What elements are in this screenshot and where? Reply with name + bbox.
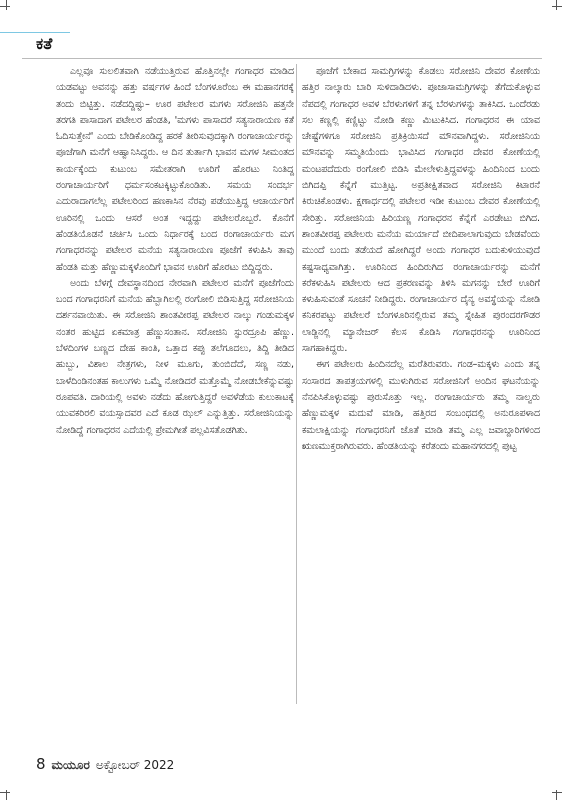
article-paragraph: ಎಲ್ಲವೂ ಸುಲಲಿತವಾಗಿ ನಡೆಯುತ್ತಿರುವ ಹೊತ್ತಿನಲ್ಲೇ ಗಂಗಾಧರ ಮಾಡಿದ ಯಡವಟ್ಟು ಅವನನ್ನು ಹತ್ತು ವರ್ಷಗಳ ಹಿಂದೆ ಬೆಂಗಳೂರೆಂಬ ಈ ಮಹಾನಗರಕ್ಕೆ ತಂದು ಬಿಟ್ಟಿತ್ತು. ನಡೆದದ್ದಿಷ್ಟು– ಊರ ಪಟೇಲರ ಮಗಳು ಸರೋಜಿನಿ ಹತ್ತನೇ ತರಗತಿ ಪಾಸಾದಾಗ ಪಟೇಲರ ಹೆಂಡತಿ, 'ಮಗಳು ಪಾಸಾದರೆ ಸತ್ಯನಾರಾಯಣ ಕತೆ ಓದಿಸುತ್ತೇನೆ' ಎಂದು ಬೇಡಿಕೊಂಡಿದ್ದ ಹರಕೆ ತೀರಿಸುವುದಕ್ಕಾಗಿ ರಂಗಾಚಾರ್ಯರನ್ನು ಪೂಜೆಗಾಗಿ ಮನೆಗೆ ಆಹ್ವಾನಿಸಿದ್ದರು. ಆ ದಿನ ತುರ್ತಾಗಿ ಭಾವನ ಮಗಳ ಸೀಮಂತದ ಕಾರ್ಯಕ್ಕೆಂದು ಕುಟುಂಬ ಸಮೇತರಾಗಿ ಊರಿಗೆ ಹೊರಟು ನಿಂತಿದ್ದ ರಂಗಾಚಾರ್ಯರಿಗೆ ಧರ್ಮಸಂಕಟಕ್ಕಿಟ್ಟುಕೊಂಡಿತು. ಸಮಯ ಸಂದರ್ಭ ಎದುರಾದಾಗಲೆಲ್ಲ ಪಟೇಲರಿಂದ ಹಣಕಾಸಿನ ನೆರವು ಪಡೆಯುತ್ತಿದ್ದ ಆಚಾರ್ಯರಿಗೆ ಊರಿನಲ್ಲಿ ಒಂದು ಆಸರೆ ಅಂತ ಇದ್ದದ್ದು ಪಟೇಲರೊಬ್ಬರೆ. ಕೊನೆಗೆ ಹೆಂಡತಿಯೊಡನೆ ಚರ್ಚಿಸಿ ಒಂದು ನಿರ್ಧಾರಕ್ಕೆ ಬಂದ ರಂಗಾಚಾರ್ಯರು ಮಗ ಗಂಗಾಧರನನ್ನು ಪಟೇಲರ ಮನೆಯ ಸತ್ಯನಾರಾಯಣ ಪೂಜೆಗೆ ಕಳುಹಿಸಿ ತಾವು ಹೆಂಡತಿ ಮತ್ತು ಹೆಣ್ಣುಮಕ್ಕಳೊಂದಿಗೆ ಭಾವನ ಊರಿಗೆ ಹೊರಟು ಬಿದ್ದಿದ್ದರು. bbox=[56, 66, 294, 273]
article-paragraph: ಈಗ ಪಟೇಲರು ಹಿಂದಿನದೆಲ್ಲ ಮರೆತಿರುವರು. ಗಂಡ–ಮಕ್ಕಳು ಎಂದು ತನ್ನ ಸಂಸಾರದ ತಾಪತ್ರಯಗಳಲ್ಲಿ ಮುಳುಗಿರುವ ಸರೋಜಿನಿಗೆ ಅಂದಿನ ಘಟನೆಯನ್ನು ನೆನಪಿಸಿಕೊಳ್ಳುವಷ್ಟು ಪುರುಸೊತ್ತು ಇಲ್ಲ. ರಂಗಾಚಾರ್ಯರು ತಮ್ಮ ನಾಲ್ವರು ಹೆಣ್ಣುಮಕ್ಕಳ ಮದುವೆ ಮಾಡಿ, ಹತ್ತಿರದ ಸಂಬಂಧದಲ್ಲಿ ಅನುರೂಪಳಾದ ಕಮಲಾಕ್ಷಿಯನ್ನು ಗಂಗಾಧರನಿಗೆ ಜೊತೆ ಮಾಡಿ ತಮ್ಮ ಎಲ್ಲ ಜವಾಬ್ದಾರಿಗಳಿಂದ ಋಣಮುಕ್ತರಾಗಿರುವರು. ಹೆಂಡತಿಯನ್ನು ಕರೆತಂದು ಮಹಾನಗರದಲ್ಲಿ ಪುಟ್ಟ bbox=[302, 359, 540, 452]
crop-mark-bottom-left-v bbox=[6, 790, 7, 800]
header-rule bbox=[22, 58, 542, 59]
magazine-name: ಮಯೂರ bbox=[51, 758, 90, 772]
section-title: ಕತೆ bbox=[36, 34, 53, 53]
article-paragraph: ಪೂಜೆಗೆ ಬೇಕಾದ ಸಾಮಗ್ರಿಗಳನ್ನು ಕೊಡಲು ಸರೋಜಿನಿ ದೇವರ ಕೋಣೆಯ ಹತ್ತಿರ ನಾಲ್ಕಾರು ಬಾರಿ ಸುಳಿದಾಡಿದಳು. ಪೂಜಾಸಾಮಗ್ರಿಗಳನ್ನು ತೆಗೆದುಕೊಳ್ಳುವ ನೆಪದಲ್ಲಿ ಗಂಗಾಧರ ಅವಳ ಬೆರಳುಗಳಿಗೆ ತನ್ನ ಬೆರಳುಗಳನ್ನು ತಾಕಿಸಿದ. ಒಂದೆರಡು ಸಲ ಕಣ್ಣಲ್ಲಿ ಕಣ್ಣಿಟ್ಟು ನೋಡಿ ಕಣ್ಣು ಮಿಟುಕಿಸಿದ. ಗಂಗಾಧರನ ಈ ಯಾವ ಚೇಷ್ಟೆಗಳಿಗೂ ಸರೋಜಿನಿ ಪ್ರತಿಕ್ರಿಯಿಸದೆ ಮೌನವಾಗಿದ್ದಳು. ಸರೋಜಿನಿಯ ಮೌನವನ್ನು ಸಮ್ಮತಿಯೆಂದು ಭಾವಿಸಿದ ಗಂಗಾಧರ ದೇವರ ಕೋಣೆಯಲ್ಲಿ ಮಂಟಪದೆದುರು ರಂಗೋಲಿ ಬಿಡಿಸಿ ಮೇಲೇಳುತ್ತಿದ್ದವಳನ್ನು ಹಿಂದಿನಿಂದ ಬಂದು ಬಿಗಿದಪ್ಪಿ ಕೆನ್ನೆಗೆ ಮುತ್ತಿಟ್ಟ. ಅಪ್ರತೀಕ್ಷಿತವಾದ ಸರೋಜಿನಿ ಕಿಟಾರನೆ ಕಿರುಚಿಕೊಂಡಳು. ಕ್ಷಣಾರ್ಧದಲ್ಲಿ ಪಟೇಲರ ಇಡೀ ಕುಟುಂಬ ದೇವರ ಕೋಣೆಯಲ್ಲಿ ಸೇರಿತ್ತು. ಸರೋಜಿನಿಯ ಹಿರಿಯಣ್ಣ ಗಂಗಾಧರನ ಕೆನ್ನೆಗೆ ಎರಡೇಟು ಬಿಗಿದ. ಶಾಂತವೀರಪ್ಪ ಪಟೇಲರು ಮನೆಯ ಮರ್ಯಾದೆ ಬೀದಿಪಾಲಾಗುವುದು ಬೇಡವೆಂದು ಮುಂದೆ ಬಂದು ತಡೆಯದೆ ಹೋಗಿದ್ದರೆ ಅಂದು ಗಂಗಾಧರ ಬದುಕುಳಿಯುವುದೆ ಕಷ್ಟಸಾಧ್ಯವಾಗಿತ್ತು. ಊರಿನಿಂದ ಹಿಂದಿರುಗಿದ ರಂಗಾಚಾರ್ಯರನ್ನು ಮನೆಗೆ ಕರೆಕಳುಹಿಸಿ ಪಟೇಲರು ಆದ ಪ್ರಕರಣವನ್ನು ತಿಳಿಸಿ ಮಗನನ್ನು ಬೇರೆ ಊರಿಗೆ ಕಳುಹಿಸುವಂತೆ ಸೂಚನೆ ನೀಡಿದ್ದರು. ರಂಗಾಚಾರ್ಯರ ದೈನ್ಯ ಅವಸ್ಥೆಯನ್ನು ನೋಡಿ ಕನಿಕರಪಟ್ಟು ಪಟೇಲರೆ ಬೆಂಗಳೂರಿನಲ್ಲಿರುವ ತಮ್ಮ ಸ್ನೇಹಿತ ಪುರಂದರಗೌಡರ ಲಾಡ್ಜಿನಲ್ಲಿ ಮ್ಯಾನೇಜರ್ ಕೆಲಸ ಕೊಡಿಸಿ ಗಂಗಾಧರನನ್ನು ಊರಿನಿಂದ ಸಾಗಹಾಕಿದ್ದರು. bbox=[302, 66, 540, 355]
crop-mark-top-right-v bbox=[556, 0, 557, 10]
page-number: 8 bbox=[36, 755, 46, 773]
crop-mark-top-left bbox=[0, 6, 10, 7]
article-column-left bbox=[56, 64, 294, 439]
article-column-right bbox=[302, 64, 540, 455]
page-footer bbox=[36, 755, 174, 773]
crop-mark-bottom-left bbox=[0, 792, 10, 793]
crop-mark-bottom-right-v bbox=[556, 790, 557, 800]
header-accent-line bbox=[0, 32, 70, 33]
crop-mark-bottom-right bbox=[552, 792, 562, 793]
column-divider bbox=[296, 64, 297, 704]
crop-mark-top-left-v bbox=[6, 0, 7, 10]
article-paragraph: ಅಂದು ಬೆಳಗ್ಗೆ ದೇವಸ್ಥಾನದಿಂದ ನೇರವಾಗಿ ಪಟೇಲರ ಮನೆಗೆ ಪೂಜೆಗೆಂದು ಬಂದ ಗಂಗಾಧರನಿಗೆ ಮನೆಯ ಹೆಬ್ಬಾಗಿಲಲ್ಲಿ ರಂಗೋಲಿ ಬಿಡಿಸುತ್ತಿದ್ದ ಸರೋಜಿನಿಯ ದರ್ಶನವಾಯಿತು. ಈ ಸರೋಜಿನಿ ಶಾಂತವೀರಪ್ಪ ಪಟೇಲರ ನಾಲ್ಕು ಗಂಡುಮಕ್ಕಳ ನಂತರ ಹುಟ್ಟಿದ ಏಕಮಾತ್ರ ಹೆಣ್ಣುಸಂತಾನ. ಸರೋಜಿನಿ ಸ್ಫುರದ್ರೂಪಿ ಹೆಣ್ಣು. ಬೆಳದಿಂಗಳ ಬಣ್ಣದ ದೇಹ ಕಾಂತಿ, ಒತ್ತಾದ ಕಪ್ಪು ತಲೆಗೂದಲು, ತಿದ್ದಿ ತೀಡಿದ ಹುಬ್ಬು, ವಿಶಾಲ ನೇತ್ರಗಳು, ನೀಳ ಮೂಗು, ತುಂಬಿದೆದೆ, ಸಣ್ಣ ನಡು, ಬಾಳೆದಿಂಡಿನಂತಹ ಕಾಲುಗಳು ಒಮ್ಮೆ ನೋಡಿದರೆ ಮತ್ತೊಮ್ಮೆ ನೋಡಬೇಕೆನ್ನುವಷ್ಟು ರೂಪವತಿ. ದಾರಿಯಲ್ಲಿ ಅವಳು ನಡೆದು ಹೋಗುತ್ತಿದ್ದರೆ ಅವಳೆಡೆಯ ಕುಲುಕಾಟಕ್ಕೆ ಯುವಕರಿರಲಿ ವಯಸ್ಸಾದವರ ಎದೆ ಕೂಡ ಝಲ್ ಎನ್ನುತ್ತಿತ್ತು. ಸರೋಜಿನಿಯನ್ನು ನೋಡಿದ್ದೆ ಗಂಗಾಧರನ ಎದೆಯಲ್ಲಿ ಪ್ರೇಮಗೀತೆ ಪಲ್ಲವಿಸತೊಡಗಿತು. bbox=[56, 277, 294, 436]
issue-date: ಅಕ್ಟೋಬರ್ 2022 bbox=[95, 758, 175, 772]
crop-mark-top-right bbox=[552, 6, 562, 7]
